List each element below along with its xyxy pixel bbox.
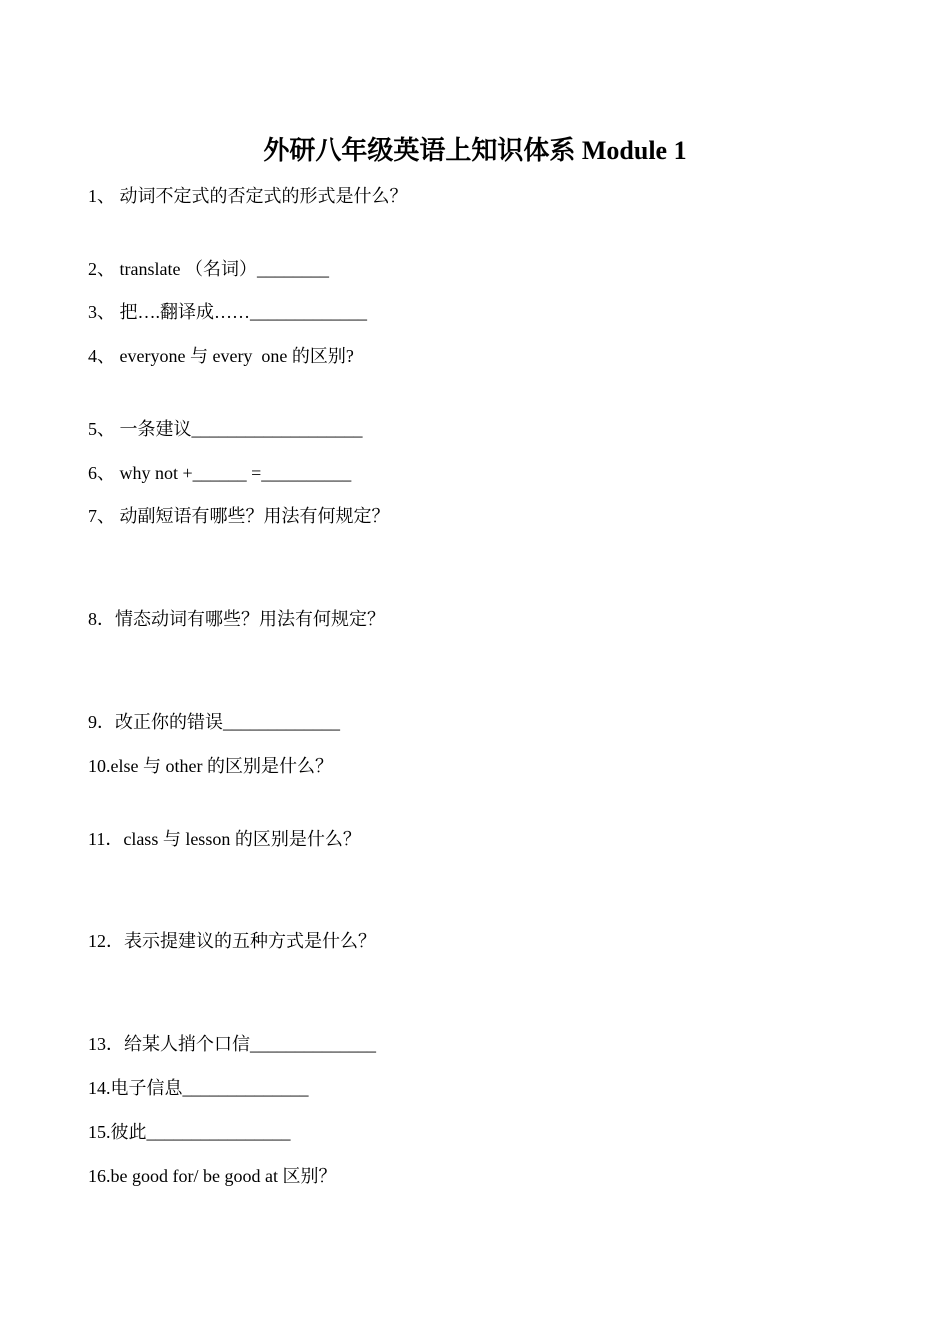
question-1: 1、 动词不定式的否定式的形式是什么？	[88, 186, 408, 206]
question-5: 5、 一条建议___________________	[88, 419, 363, 439]
question-10: 10.else 与 other 的区别是什么？	[88, 756, 333, 776]
question-3: 3、 把….翻译成……_____________	[88, 302, 367, 322]
question-9: 9．改正你的错误_____________	[88, 712, 340, 732]
page-title: 外研八年级英语上知识体系 Module 1	[263, 136, 687, 165]
question-8: 8．情态动词有哪些？用法有何规定？	[88, 609, 385, 629]
question-11: 11．class 与 lesson 的区别是什么？	[88, 829, 361, 849]
question-14: 14.电子信息______________	[88, 1078, 309, 1098]
question-15: 15.彼此________________	[88, 1122, 291, 1142]
question-7: 7、 动副短语有哪些？用法有何规定？	[88, 506, 390, 526]
question-6: 6、 why not +______ =__________	[88, 463, 352, 483]
question-12: 12．表示提建议的五种方式是什么？	[88, 931, 376, 951]
question-13: 13．给某人捎个口信______________	[88, 1034, 376, 1054]
question-4: 4、 everyone 与 every one 的区别?	[88, 346, 354, 366]
question-2: 2、 translate （名词）________	[88, 259, 329, 279]
question-16: 16.be good for/ be good at 区别？	[88, 1166, 337, 1186]
